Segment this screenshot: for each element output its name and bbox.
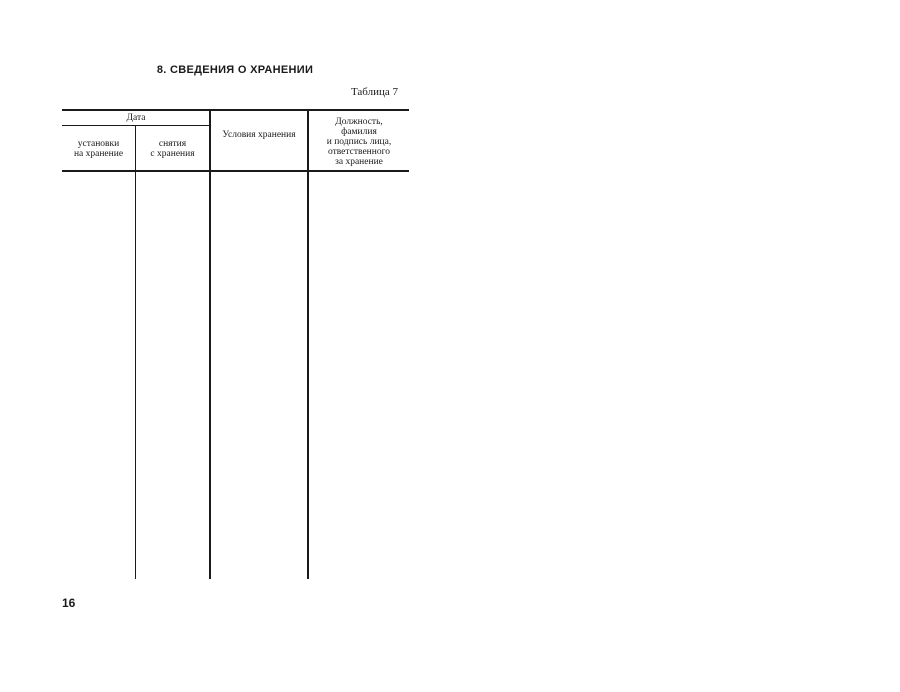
column-header-install-line-1: установки: [77, 139, 120, 149]
table-top-rule: [62, 109, 409, 111]
column-divider-1: [135, 126, 136, 579]
page-number: 16: [62, 596, 76, 610]
column-header-conditions: [211, 130, 307, 140]
column-header-removal-line-2: с хранения: [150, 149, 195, 159]
column-header-removal: [136, 139, 209, 159]
section-title: 8. СВЕДЕНИЯ О ХРАНЕНИИ: [156, 64, 314, 76]
column-header-responsible-line-5: за хранение: [335, 157, 383, 167]
column-header-responsible: [309, 117, 409, 167]
date-group-header: Дата: [126, 113, 146, 123]
header-bottom-rule: [62, 170, 409, 172]
column-header-responsible-line-4: ответственного: [327, 147, 391, 157]
column-divider-2: [209, 111, 211, 579]
column-header-responsible-line-1: Должность,: [335, 117, 383, 127]
column-divider-3: [307, 111, 309, 579]
column-header-responsible-line-3: и подпись лица,: [326, 137, 392, 147]
column-header-removal-line-1: снятия: [158, 139, 187, 149]
column-header-responsible-line-2: фамилия: [341, 127, 377, 137]
table-caption: Таблица 7: [350, 86, 398, 98]
column-header-conditions-line-1: Условия хранения: [222, 130, 296, 140]
column-header-install-line-2: на хранение: [73, 149, 124, 159]
date-group-underline: [62, 125, 210, 126]
column-header-install: [62, 139, 135, 159]
